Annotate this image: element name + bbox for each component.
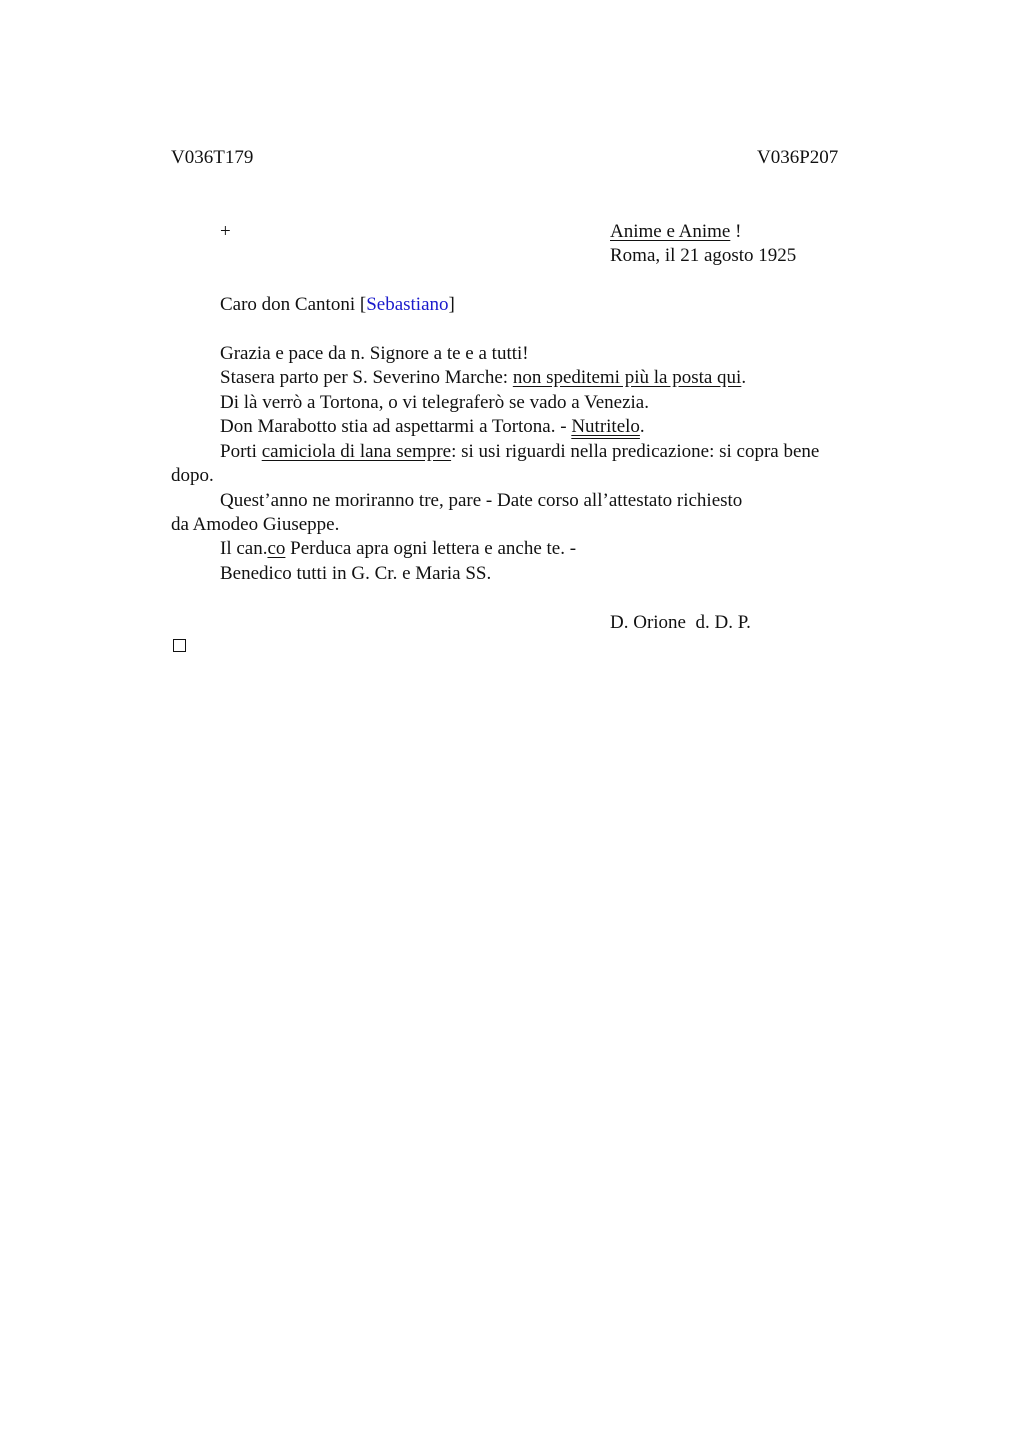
body-line-2	[220, 366, 746, 390]
motto-suffix: !	[730, 221, 742, 242]
body-line-7-underlined: co	[267, 538, 286, 559]
body-line-6-continuation: da Amodeo Giuseppe.	[171, 514, 340, 535]
body-line-4-b: .	[639, 416, 645, 437]
body-line-3: Di là verrò a Tortona, o vi telegraferò se vado a Venezia.	[220, 392, 649, 413]
cross-mark: +	[220, 221, 231, 242]
body-line-4	[220, 415, 645, 439]
body-line-7-b: Perduca apra ogni lettera e anche te. -	[285, 538, 577, 559]
body-line-5	[220, 440, 819, 464]
body-line-5-b: : si usi riguardi nella predicazione: si copra bene	[451, 441, 820, 462]
salutation-name: Sebastiano	[366, 294, 449, 315]
salutation-suffix: ]	[448, 294, 455, 315]
body-line-2-b: .	[741, 367, 747, 388]
salutation-prefix: Caro don Cantoni [	[220, 294, 367, 315]
body-line-4-a: Don Marabotto stia ad aspettarmi a Tortona. -	[220, 416, 572, 437]
body-line-5-continuation: dopo.	[171, 465, 214, 486]
motto-text: Anime e Anime	[610, 221, 731, 242]
body-line-4-underlined: Nutritelo	[571, 416, 640, 437]
body-line-6: Quest’anno ne moriranno tre, pare - Date corso all’attestato richiesto	[220, 490, 743, 511]
body-line-5-underlined: camiciola di lana sempre	[261, 441, 452, 462]
body-line-8: Benedico tutti in G. Cr. e Maria SS.	[220, 563, 492, 584]
motto-line	[610, 220, 741, 244]
body-line-1: Grazia e pace da n. Signore a te e a tutti!	[220, 343, 529, 364]
body-line-2-a: Stasera parto per S. Severino Marche:	[220, 367, 513, 388]
body-line-7-a: Il can.	[220, 538, 268, 559]
document-code-left: V036T179	[171, 147, 254, 168]
date-line: Roma, il 21 agosto 1925	[610, 245, 797, 266]
document-code-right: V036P207	[757, 147, 839, 168]
body-line-2-underlined: non speditemi più la posta qui	[512, 367, 742, 388]
end-square-mark	[173, 639, 186, 652]
salutation	[220, 293, 455, 317]
signature: D. Orione d. D. P.	[610, 612, 751, 633]
body-line-5-a: Porti	[220, 441, 262, 462]
body-line-7	[220, 537, 576, 561]
